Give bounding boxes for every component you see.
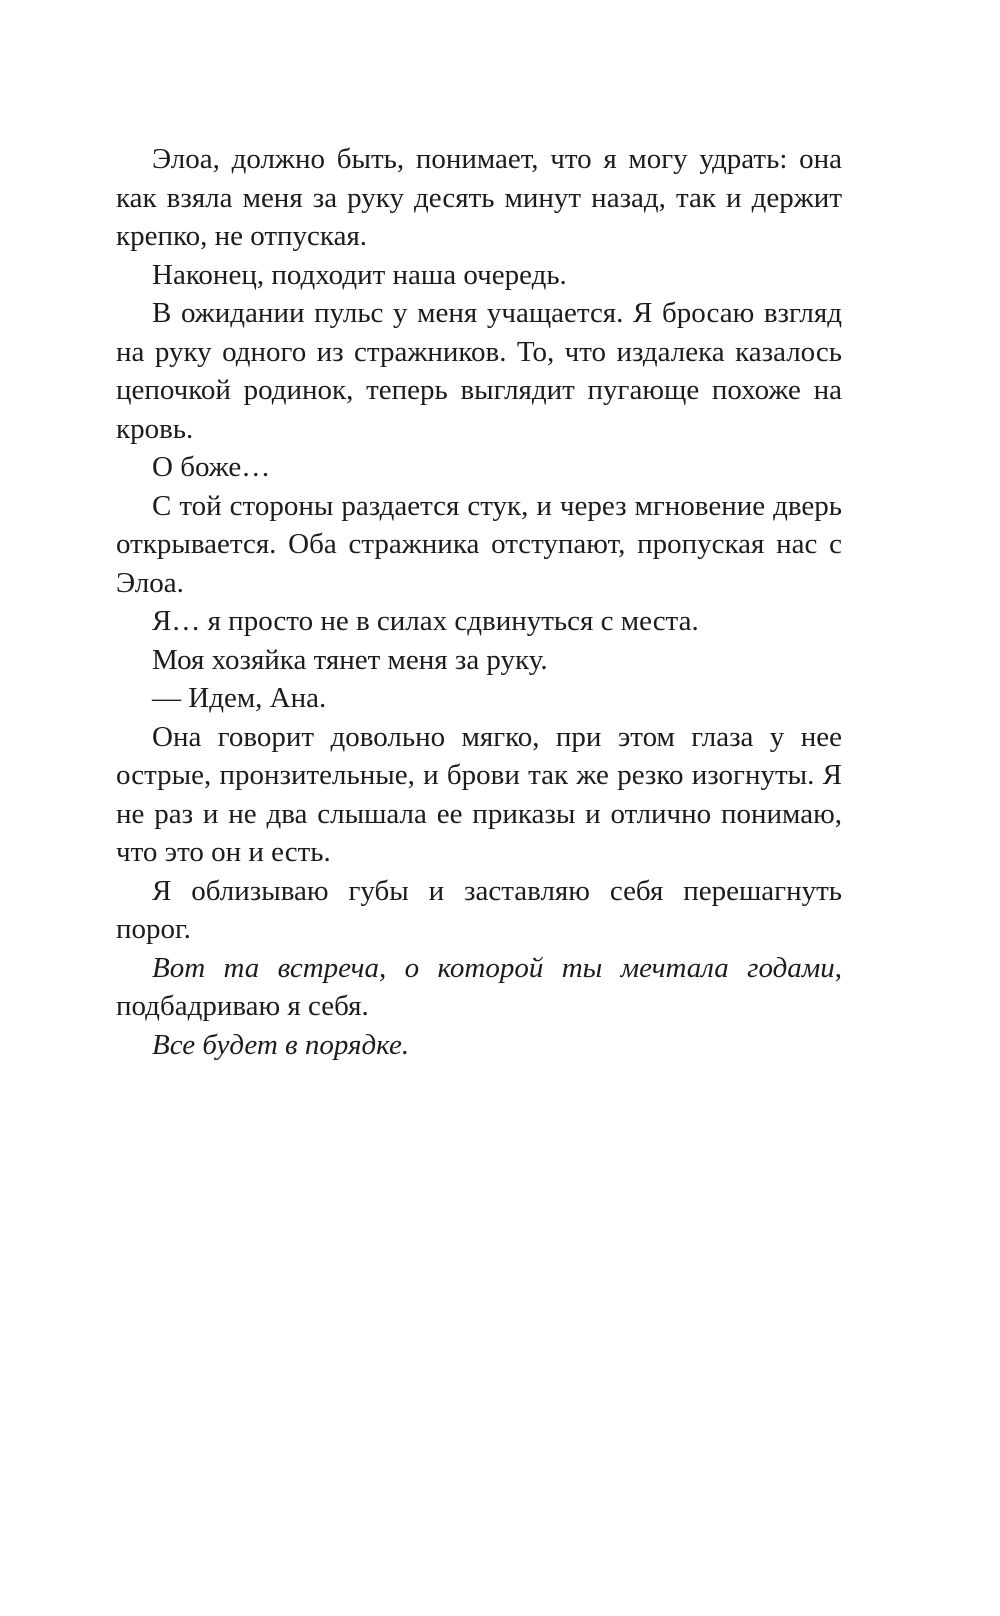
book-page-text [116, 140, 842, 1064]
paragraph-text: Я облизываю губы и заставляю себя перешагнуть порог. [116, 874, 842, 945]
paragraph-text: Она говорит довольно мягко, при этом глаза у нее острые, пронзительные, и брови так же резко изогнуты. Я не раз и не два слышала ее приказы и отлично понимаю, что это он и есть. [116, 720, 842, 868]
paragraph [116, 1026, 842, 1065]
paragraph-text: Наконец, подходит наша очередь. [152, 258, 567, 291]
paragraph-text: С той стороны раздается стук, и через мгновение дверь открывается. Оба стражника отступают, пропуская нас с Элоа. [116, 489, 842, 599]
paragraph-text: О боже… [152, 451, 271, 483]
paragraph [116, 448, 842, 487]
paragraph [116, 487, 842, 603]
paragraph-text: Я… я просто не в силах сдвинуться с места. [152, 605, 699, 637]
paragraph-text: В ожидании пульс у меня учащается. Я бросаю взгляд на руку одного из стражников. То, что издалека казалось цепочкой родинок, теперь выглядит пугающе похоже на кровь. [116, 297, 842, 445]
paragraph [116, 641, 842, 680]
paragraph [116, 872, 842, 949]
paragraph [116, 256, 842, 295]
italic-thought-text: Вот та встреча, о которой ты мечтала годами [152, 951, 835, 984]
paragraph-text: , подбадриваю я себя. [116, 951, 842, 1022]
paragraph-text: — Идем, Ана. [152, 682, 327, 714]
paragraph [116, 140, 842, 256]
paragraph [116, 949, 842, 1026]
paragraph [116, 294, 842, 448]
paragraph-text: Моя хозяйка тянет меня за руку. [152, 643, 548, 676]
italic-thought-text: Все будет в порядке. [152, 1028, 410, 1061]
paragraph [116, 602, 842, 641]
paragraph [116, 718, 842, 872]
dialogue-line [116, 679, 842, 718]
paragraph-text: Элоа, должно быть, понимает, что я могу удрать: она как взяла меня за руку десять минут назад, так и держит крепко, не отпуская. [116, 143, 842, 252]
